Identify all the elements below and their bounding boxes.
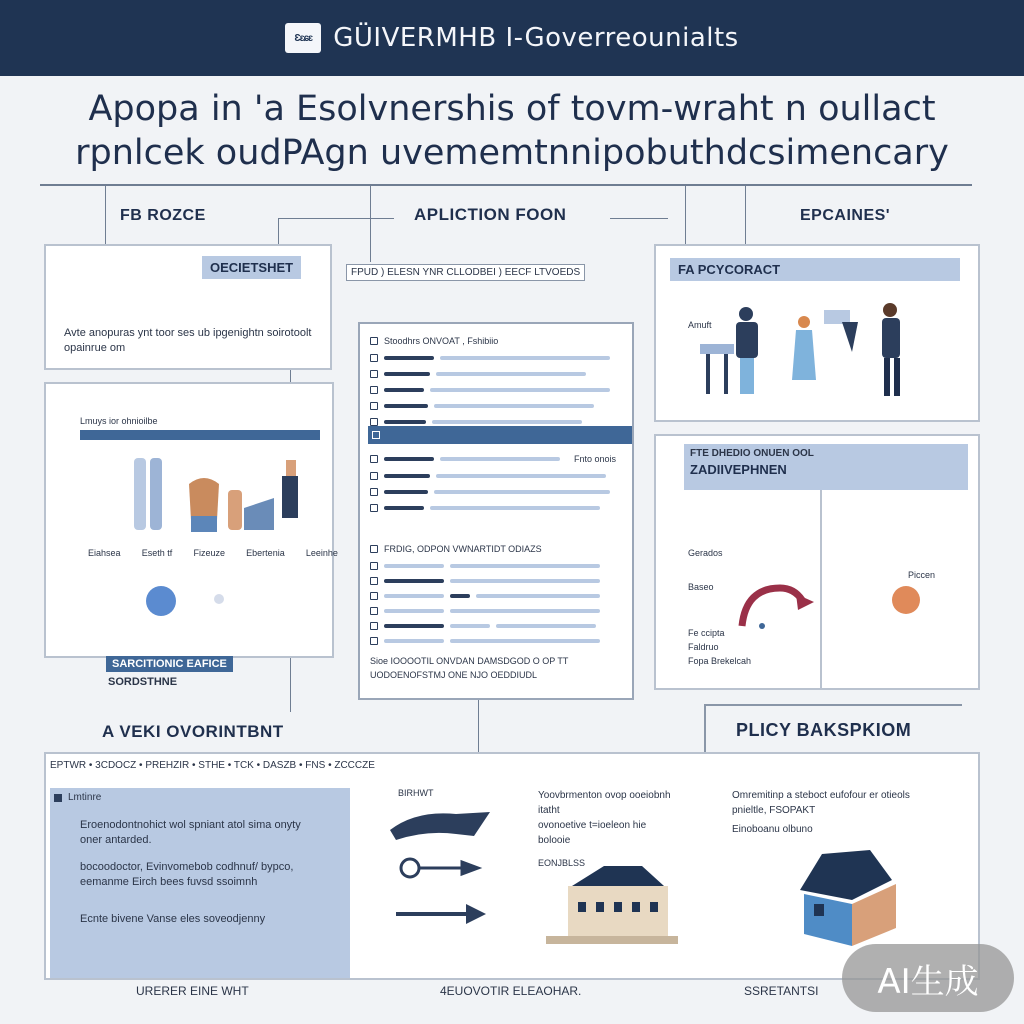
checkbox-icon[interactable] xyxy=(370,337,378,345)
card-title-small: FTE DHEDIO ONUEN OOL xyxy=(690,448,814,459)
column-label: BIRHWT xyxy=(398,788,434,798)
right-top-card xyxy=(654,244,980,422)
column-text: EONJBLSS xyxy=(538,858,586,868)
page-headline-line2: rpnlcek oudPAgn uvememtnnipobuthdcsimencary xyxy=(75,133,949,173)
form-row-text: Stoodhrs ONVOAT , Fshibiio xyxy=(384,336,499,346)
figure-caption: Leeinhe xyxy=(305,548,338,558)
connector-line xyxy=(478,700,479,752)
government-building-icon xyxy=(542,858,682,948)
panel-paragraph: Eroenodontnohict wol spniant atol sima onyty oner antarded. xyxy=(80,819,301,846)
form-section-bar xyxy=(368,426,632,444)
connector-line xyxy=(105,186,106,248)
form-row-label: Fnto onois xyxy=(574,454,617,464)
field-icon xyxy=(370,402,378,410)
ai-generated-watermark: AI生成 xyxy=(842,944,1014,1012)
figure-caption: Eseth tf xyxy=(141,548,173,558)
app-title: GÜIVERMHB I-Goverreounialts xyxy=(333,23,739,53)
bottom-footer-label: SSRETANTSI xyxy=(744,984,819,998)
left-card-footer-band: SARCITIONIC EAFICE xyxy=(106,656,233,672)
card-band-title: FA PCYCORACT xyxy=(670,258,960,281)
card-title: Lmuys ior ohnioilbe xyxy=(80,416,158,426)
app-header xyxy=(0,0,1024,76)
form-footer-line: Sioe IOOOOTIL ONVDAN DAMSDGOD O OP TT xyxy=(370,656,569,666)
column-text: bolooie xyxy=(538,835,571,846)
section-label-bottom-left: A VEKI OVORINTBNT xyxy=(102,722,284,741)
connector-line xyxy=(290,370,291,382)
figure-caption: Fizeuze xyxy=(193,548,225,558)
column-text: pnieltle, FSOPAKT xyxy=(732,805,816,816)
arrow-arc-icon xyxy=(732,576,822,636)
card-title: ZADIIVEPHNEN xyxy=(690,462,787,477)
panel-bullet-icon xyxy=(54,794,62,802)
form-footer-line: UODOENOFSTMJ ONE NJO OEDDIUDL xyxy=(370,670,538,680)
brand-logo: Ɛɛɕɛ xyxy=(285,23,321,53)
figure-caption: Eiahsea xyxy=(88,548,121,558)
policy-bottom-card xyxy=(44,752,980,980)
figures-illustration xyxy=(76,446,336,558)
bottom-right-label-box xyxy=(704,704,962,754)
section-label-right: EPCAINES' xyxy=(800,207,891,224)
panel-paragraph: bocoodoctor, Evinvomebob codhnuf/ bypco, eemanme Eirch bees fuvsd ssoimnh xyxy=(80,861,294,888)
diagram-label: Baseo xyxy=(688,582,714,592)
section-label-center: APLICTION FOON xyxy=(414,205,567,224)
caption-row xyxy=(88,548,338,558)
page-headline-line1: Apopa in 'a Esolvnershis of tovm-wraht n oullact xyxy=(88,89,936,129)
form-row-text: FRDIG, ODPON VWNARTIDT ODIAZS xyxy=(384,544,542,554)
people-illustration xyxy=(700,300,950,410)
form-lines-group-1 xyxy=(370,354,626,426)
card-band-title: OECIETSHET xyxy=(202,256,301,279)
section-label-bottom-right: PLICY BAKSPKIOM xyxy=(736,719,912,740)
checkbox-icon[interactable] xyxy=(370,545,378,553)
column-text: Omremitinp a steboct eufofour er otieols xyxy=(732,790,910,801)
bottom-footer-label: URERER EINE WHT xyxy=(136,984,249,998)
form-row-header xyxy=(370,544,542,554)
connector-strip: FPUD ) ELESN YNR CLLODBEI ) EECF LTVOEDS xyxy=(346,264,585,281)
panel-title: Lmtinre xyxy=(68,792,102,803)
card-text: Avte anopuras ynt toor ses ub ipgenightn soirotoolt opainrue om xyxy=(64,327,312,354)
orange-circle-icon xyxy=(892,586,920,614)
form-lines-group-2 xyxy=(370,454,626,512)
column-text: ovonoetive t=ioeleon hie xyxy=(538,820,647,831)
figure-caption: Ebertenia xyxy=(246,548,285,558)
diagram-footer-line: Faldruo xyxy=(688,642,719,652)
right-diagram-card xyxy=(654,434,980,690)
blue-circle-icon xyxy=(146,586,176,616)
dot-icon xyxy=(214,594,224,604)
connector-line xyxy=(278,218,394,219)
diagram-label: Piccen xyxy=(908,570,936,580)
field-icon xyxy=(370,386,378,394)
form-row-header xyxy=(370,336,498,346)
field-icon xyxy=(370,418,378,426)
diagram-label: Gerados xyxy=(688,548,723,558)
column-text-block xyxy=(732,788,962,837)
diagram-footer-line: Fopa Brekelcah xyxy=(688,656,752,666)
section-icon xyxy=(372,431,380,439)
process-arrows-illustration xyxy=(386,800,496,940)
connector-line xyxy=(745,186,746,246)
diagram-footer-line: Fe ccipta xyxy=(688,628,725,638)
connector-line xyxy=(290,658,291,712)
bottom-card-panel xyxy=(50,788,350,978)
form-lines-group-3 xyxy=(370,562,626,645)
connector-line xyxy=(610,218,668,219)
connector-line xyxy=(370,186,371,262)
field-icon xyxy=(370,370,378,378)
application-form-card xyxy=(358,322,634,700)
left-illustration-card xyxy=(44,382,338,658)
bottom-card-header-row: EPTWR • 3CDOCZ • PREHZIR • STHE • TCK • DASZB • FNS • ZCCCZE xyxy=(50,760,375,771)
card-label: Amuft xyxy=(688,320,712,330)
left-card-footer-text: SORDSTHNE xyxy=(108,676,178,688)
panel-paragraph: Ecnte bivene Vanse eles soveodjenny xyxy=(80,913,266,925)
bottom-footer-label: 4EUOVOTIR ELEAOHAR. xyxy=(440,984,582,998)
left-top-card xyxy=(44,244,332,370)
house-icon xyxy=(792,838,912,948)
card-header-bar xyxy=(80,430,320,440)
column-text: Einoboanu olbuno xyxy=(732,824,813,835)
field-icon xyxy=(370,354,378,362)
column-text: Yoovbrmenton ovop ooeiobnh itatht xyxy=(538,790,671,816)
section-label-left: FB ROZCE xyxy=(120,207,206,224)
connector-line xyxy=(278,218,279,244)
section-divider xyxy=(40,184,972,186)
connector-line xyxy=(685,186,686,246)
